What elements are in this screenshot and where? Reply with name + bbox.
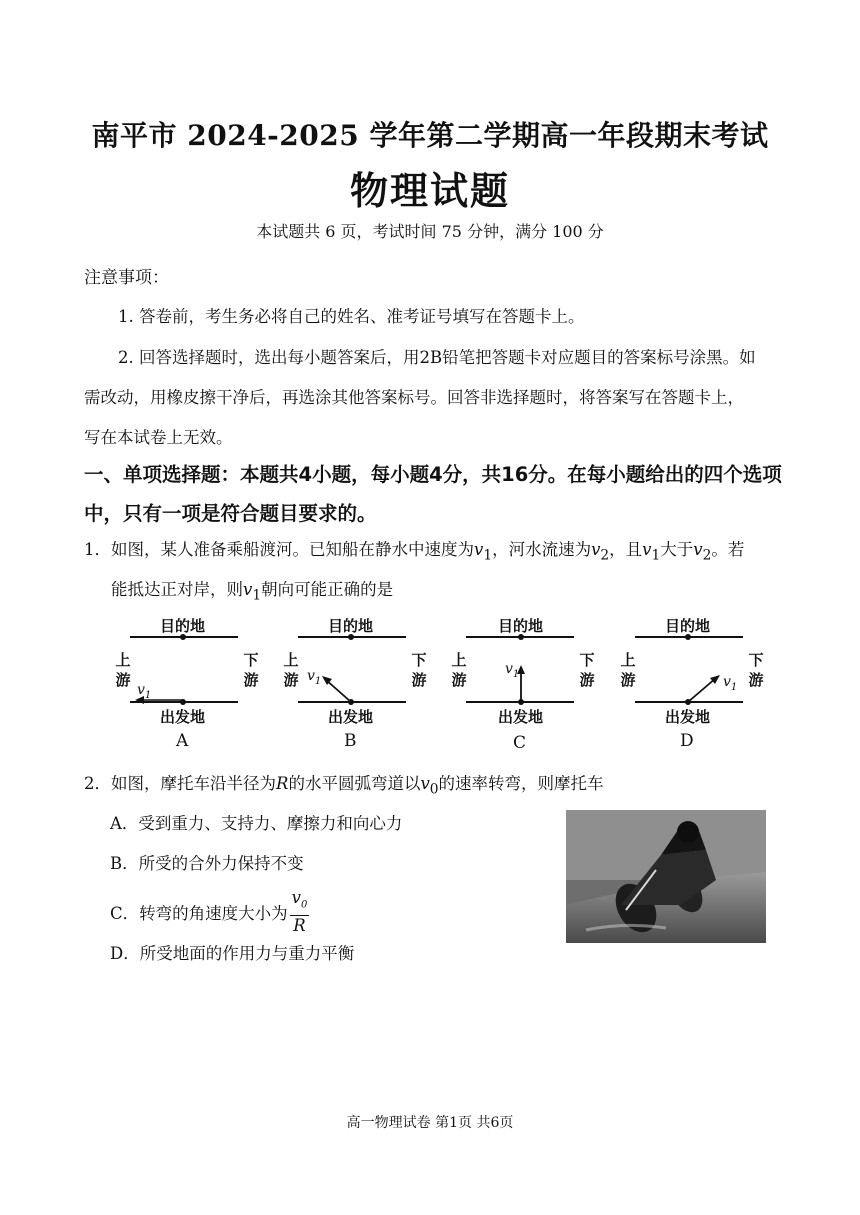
diagram-a-bottom-label: 出发地: [160, 708, 206, 726]
motorcycle-photo: [566, 810, 766, 943]
exam-info: 本试题共 6 页，考试时间 75 分钟，满分 100 分: [256, 222, 604, 241]
notice-item-1: 1. 答卷前，考生务必将自己的姓名、准考证号填写在答题卡上。: [118, 307, 585, 326]
diagram-b-top-label: 目的地: [328, 617, 374, 635]
notice-item-2-line-3: 写在本试卷上无效。: [84, 428, 233, 447]
q1-text-e: 。若: [711, 540, 745, 559]
diagram-c-top-label: 目的地: [498, 617, 544, 635]
diagram-c: [449, 612, 609, 757]
diagram-d-top-label: 目的地: [665, 617, 711, 635]
diagram-a: [113, 612, 273, 757]
diagram-c-upstream: 上 游: [451, 651, 467, 689]
diagram-d-letter: D: [680, 731, 694, 751]
q1-number: 1．: [84, 540, 111, 559]
q2-option-c-text: C．转弯的角速度大小为: [110, 904, 288, 924]
diagram-a-v1-label: $v_1$: [137, 682, 152, 701]
diagram-d: [618, 612, 778, 757]
q2-text-b: 的水平圆弧弯道以: [288, 774, 421, 793]
diagram-c-downstream: 下 游: [579, 651, 595, 689]
diagram-d-downstream: 下 游: [748, 651, 764, 689]
diagram-a-letter: A: [176, 731, 189, 751]
q2-text-a: 如图，摩托车沿半径为: [111, 774, 276, 793]
q1-v2-sub: 2: [600, 547, 610, 564]
notice-heading: 注意事项：: [84, 268, 169, 288]
q1-text-b: ，河水流速为: [492, 540, 592, 559]
q1-v2: v: [591, 540, 601, 559]
q2-option-c: [110, 888, 309, 934]
q2-v0: v: [420, 774, 430, 793]
q1-text-d: 大于: [660, 540, 694, 559]
q1-v1-c: v: [243, 580, 253, 599]
diagram-c-bottom-label: 出发地: [498, 708, 544, 726]
q1-line2-b: 朝向可能正确的是: [261, 580, 394, 599]
q2-option-a: A．受到重力、支持力、摩擦力和向心力: [110, 814, 403, 833]
q2-option-d: D．所受地面的作用力与重力平衡: [110, 944, 355, 963]
diagram-d-upstream: 上 游: [620, 651, 636, 689]
q2-radius: R: [276, 774, 289, 793]
q2-v0-sub: 0: [429, 781, 439, 798]
q2-text-c: 的速率转弯，则摩托车: [438, 774, 604, 793]
q2-stem: [84, 764, 604, 809]
diagram-a-top-label: 目的地: [160, 617, 206, 635]
q1-v1-sub: 1: [483, 547, 493, 564]
q1-text-a: 如图，某人准备乘船渡河。已知船在静水中速度为: [111, 540, 474, 559]
q2-number: 2．: [84, 774, 111, 793]
diagram-b-v1-label: $v_1$: [307, 668, 322, 687]
q1-v2-b: v: [693, 540, 703, 559]
q2-fraction: $\frac{v_0}{R}$: [291, 888, 308, 936]
diagram-b: [281, 612, 441, 757]
q1-v2-b-sub: 2: [702, 547, 712, 564]
section-heading-line-2: 中，只有一项是符合题目要求的。: [84, 502, 377, 525]
diagram-b-bottom-label: 出发地: [328, 708, 374, 726]
page-footer: 高一物理试卷 第1页 共6页: [346, 1115, 514, 1131]
q2-option-b: B．所受的合外力保持不变: [110, 854, 304, 873]
diagram-b-downstream: 下 游: [411, 651, 427, 689]
q1-line-2: [111, 570, 393, 615]
exam-title: 南平市 2024-2025 学年第二学期高一年段期末考试: [91, 119, 769, 152]
diagram-b-upstream: 上 游: [283, 651, 299, 689]
notice-item-2-line-1: 2. 回答选择题时，选出每小题答案后，用2B铅笔把答题卡对应题目的答案标号涂黑。如: [118, 348, 756, 367]
notice-item-2-line-2: 需改动，用橡皮擦干净后，再选涂其他答案标号。回答非选择题时，将答案写在答题卡上，: [84, 388, 744, 407]
q1-v1: v: [474, 540, 484, 559]
section-heading-line-1: 一、单项选择题：本题共4小题，每小题4分，共16分。在每小题给出的四个选项: [84, 463, 782, 486]
q1-v1-c-sub: 1: [252, 587, 262, 604]
diagram-d-bottom-label: 出发地: [665, 708, 711, 726]
diagram-d-v1-label: $v_1$: [723, 674, 738, 693]
q1-line-1: [84, 530, 744, 575]
q1-line2-a: 能抵达正对岸，则: [111, 580, 243, 599]
q1-v1-b: v: [642, 540, 652, 559]
subject-title: 物理试题: [349, 168, 510, 213]
q1-text-c: ，且: [609, 540, 643, 559]
diagram-b-letter: B: [344, 731, 357, 751]
diagram-a-upstream: 上 游: [115, 651, 131, 689]
diagram-c-v1-label: $v_1$: [505, 661, 520, 680]
diagram-a-downstream: 下 游: [243, 651, 259, 689]
diagram-c-letter: C: [513, 733, 527, 753]
q1-v1-b-sub: 1: [651, 547, 661, 564]
